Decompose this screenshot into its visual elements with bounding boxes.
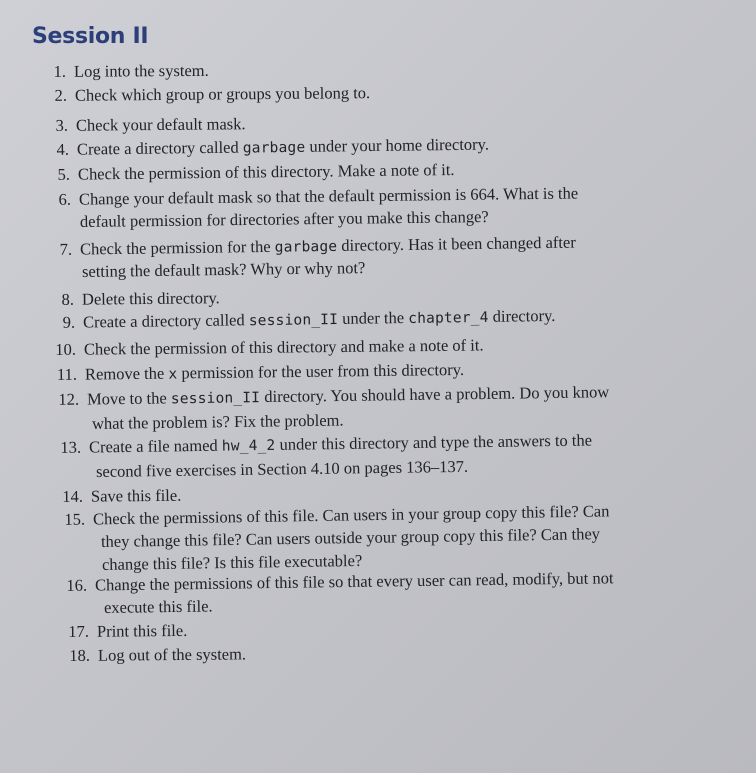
exercise-text-line-1: Change your default mask so that the default permission is 664. What is the <box>78 183 579 209</box>
exercise-number: 8. <box>61 289 75 309</box>
code-garbage: garbage <box>274 238 338 256</box>
exercise-text-b: under this directory and type the answers to the <box>275 430 593 454</box>
exercise-item-6 <box>45 183 578 210</box>
exercise-7-line-2: setting the default mask? Why or why not? <box>81 258 366 281</box>
exercise-item-2 <box>41 83 370 106</box>
exercise-item-17 <box>63 621 187 642</box>
code-session-ii: session_II <box>248 311 339 330</box>
exercise-13-line-2: second five exercises in Section 4.10 on pages 136–137. <box>95 456 469 481</box>
exercise-number: 16. <box>66 575 88 595</box>
exercise-item-12 <box>53 382 609 410</box>
code-session-ii: session_II <box>170 390 261 408</box>
exercise-text: Print this file. <box>96 620 188 641</box>
section-heading: Session II <box>32 24 149 49</box>
exercise-item-5 <box>44 160 455 185</box>
exercise-number: 10. <box>55 339 77 359</box>
exercise-item-18 <box>64 644 246 666</box>
exercise-text: Check the permission of this directory. Make a note of it. <box>77 159 455 184</box>
exercise-item-9 <box>49 306 556 333</box>
exercise-number: 13. <box>60 437 82 457</box>
exercise-16-line-2: execute this file. <box>103 596 213 617</box>
exercise-item-10 <box>50 335 484 360</box>
code-garbage: garbage <box>242 139 306 157</box>
exercise-item-13 <box>55 431 592 458</box>
exercise-text-b: under your home directory. <box>305 134 490 156</box>
exercise-number: 4. <box>56 139 70 159</box>
code-x: x <box>168 366 178 383</box>
exercise-text-a: Check the permission for the <box>79 236 275 259</box>
exercise-item-7 <box>46 233 576 260</box>
exercise-text-b: directory. You should have a problem. Do you know <box>260 382 610 407</box>
exercise-number: 9. <box>62 312 76 332</box>
exercise-text-a: Remove the <box>84 363 169 384</box>
exercise-text-c: directory. <box>488 305 556 326</box>
exercise-text: Delete this directory. <box>81 288 220 309</box>
code-chapter-4: chapter_4 <box>408 309 489 327</box>
exercise-text: Check your default mask. <box>75 114 246 135</box>
exercise-item-3 <box>42 114 246 136</box>
exercise-text-b: under the <box>337 307 409 328</box>
exercise-15-line-2: they change this file? Can users outside your group copy this file? Can they <box>100 524 601 551</box>
exercise-15-line-3: change this file? Is this file executable? <box>101 550 363 574</box>
exercise-number: 14. <box>62 486 84 506</box>
exercise-number: 6. <box>58 189 72 209</box>
exercise-number: 15. <box>64 509 86 529</box>
exercise-number: 18. <box>69 645 91 665</box>
exercise-text: Check the permission of this directory and make a note of it. <box>83 335 484 359</box>
exercise-12-line-2: what the problem is? Fix the problem. <box>91 410 344 433</box>
exercise-number: 11. <box>56 364 78 384</box>
exercise-item-11 <box>51 360 464 385</box>
code-hw-4-2: hw_4_2 <box>221 437 276 455</box>
exercise-number: 2. <box>54 85 68 105</box>
exercise-text-b: permission for the user from this directory. <box>177 359 465 383</box>
exercise-item-14 <box>57 486 181 507</box>
exercise-text-a: Create a file named <box>88 435 222 457</box>
exercise-6-line-2: default permission for directories after you make this change? <box>79 207 489 231</box>
exercise-item-1 <box>40 61 209 82</box>
exercise-item-4 <box>43 135 489 160</box>
exercise-number: 5. <box>57 164 71 184</box>
exercise-text: Save this file. <box>90 485 182 506</box>
exercise-number: 3. <box>55 115 69 135</box>
exercise-text-line-1: Change the permissions of this file so that every user can read, modify, but not <box>94 568 614 595</box>
exercise-item-8 <box>48 288 220 310</box>
exercise-number: 1. <box>53 61 67 81</box>
exercise-text: Log out of the system. <box>97 644 247 665</box>
exercise-text-a: Move to the <box>86 388 171 409</box>
exercise-text-a: Create a directory called <box>82 310 249 332</box>
exercise-text-line-1: Check the permissions of this file. Can users in your group copy this file? Can <box>92 501 610 529</box>
exercise-text-a: Create a directory called <box>76 137 243 159</box>
exercise-number: 12. <box>58 389 80 409</box>
exercise-text-b: directory. Has it been changed after <box>337 232 576 255</box>
exercise-text: Log into the system. <box>73 60 209 81</box>
exercise-number: 7. <box>59 239 73 259</box>
exercise-text: Check which group or groups you belong to. <box>74 83 371 105</box>
exercise-number: 17. <box>68 621 90 641</box>
